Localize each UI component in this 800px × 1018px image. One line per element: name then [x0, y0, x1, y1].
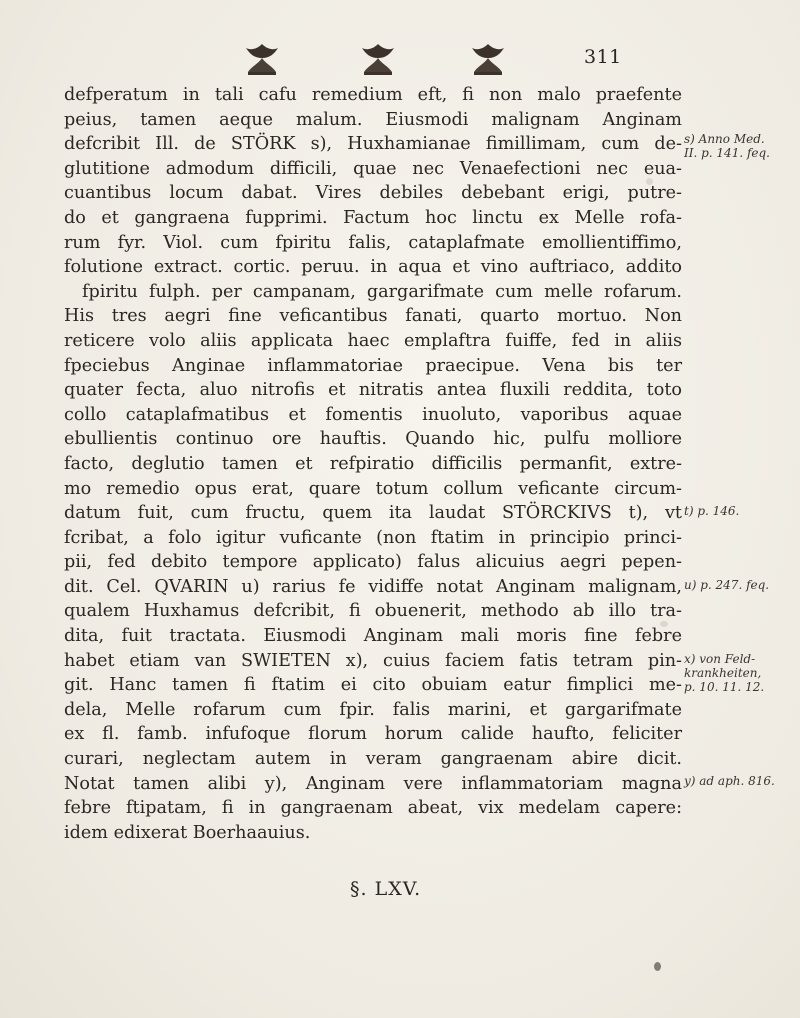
margin-note: x) von Feld- — [684, 652, 756, 666]
text-line: do et gangraena fupprimi. Factum hoc linctu ex Melle rofa- — [64, 207, 682, 228]
text-line: facto, deglutio tamen et refpiratio difficilis permanfit, extre- — [64, 453, 682, 474]
margin-note: s) Anno Med. — [684, 132, 765, 146]
margin-note: II. p. 141. feq. — [684, 146, 770, 160]
text-line: fcribat, a folo igitur vuficante (non ftatim in principio princi- — [64, 527, 682, 548]
fleuron-ornament-icon — [468, 40, 508, 78]
section-label: §. LXV. — [350, 878, 422, 900]
text-line: collo cataplafmatibus et fomentis inuoluto, vaporibus aquae — [64, 404, 682, 425]
text-line: reticere volo aliis applicata haec emplaftra fuiffe, fed in aliis — [64, 330, 682, 351]
text-line: defcribit Ill. de STÖRK s), Huxhamianae fimillimam, cum de- — [64, 134, 682, 155]
text-line: pii, fed debito tempore applicato) falus alicuius aegri pepen- — [64, 552, 682, 573]
text-line: datum fuit, cum fructu, quem ita laudat STÖRCKIVS t), vt — [64, 503, 682, 524]
text-line: git. Hanc tamen fi ftatim ei cito obuiam eatur fimplici me- — [64, 675, 682, 696]
text-line: rum fyr. Viol. cum fpiritu falis, cataplafmate emollientiffimo, — [64, 232, 682, 253]
text-line: His tres aegri fine veficantibus fanati, quarto mortuo. Non — [64, 306, 682, 327]
text-line: defperatum in tali cafu remedium eft, fi non malo praefente — [64, 85, 682, 105]
paper-stain — [654, 962, 661, 971]
text-line: habet etiam van SWIETEN x), cuius faciem fatis tetram pin- — [64, 650, 682, 671]
margin-note: y) ad aph. 816. — [684, 774, 775, 788]
text-line: folutione extract. cortic. peruu. in aqua et vino auftriaco, addito — [64, 257, 682, 278]
margin-note: t) p. 146. — [684, 504, 740, 518]
text-line: idem edixerat Boerhaauius. — [64, 822, 311, 843]
text-line: peius, tamen aeque malum. Eiusmodi malignam Anginam — [64, 109, 682, 130]
margin-note: u) p. 247. feq. — [684, 578, 770, 592]
text-line: dela, Melle rofarum cum fpir. falis marini, et gargarifmate — [64, 699, 682, 720]
text-line: fpiritu fulph. per campanam, gargarifmate cum melle rofarum. — [82, 281, 682, 302]
text-line: quater fecta, aluo nitrofis et nitratis antea fluxili reddita, toto — [64, 380, 682, 401]
text-line: ebullientis continuo ore hauftis. Quando hic, pulfu molliore — [64, 429, 682, 450]
text-line: dit. Cel. QVARIN u) rarius fe vidiffe notat Anginam malignam, — [64, 576, 682, 597]
text-line: cuantibus locum dabat. Vires debiles debebant erigi, putre- — [64, 183, 682, 204]
text-line: mo remedio opus erat, quare totum collum veficante circum- — [64, 478, 682, 499]
margin-note: p. 10. 11. 12. — [684, 680, 765, 694]
text-line: curari, neglectam autem in veram gangraenam abire dicit. — [64, 749, 682, 770]
text-line: qualem Huxhamus defcribit, fi obuenerit, methodo ab illo tra- — [64, 601, 682, 622]
text-line: Notat tamen alibi y), Anginam vere inflammatoriam magna — [64, 773, 682, 794]
fleuron-ornament-icon — [358, 40, 398, 78]
page-number: 311 — [584, 46, 622, 68]
body-text — [64, 83, 682, 845]
text-line: glutitione admodum difficili, quae nec Venaefectioni nec eua- — [64, 158, 682, 179]
header-ornaments — [230, 40, 550, 86]
text-line: fpeciebus Anginae inflammatoriae praecipue. Vena bis ter — [64, 355, 682, 376]
text-line: dita, fuit tractata. Eiusmodi Anginam mali moris fine febre — [64, 626, 682, 647]
margin-note: krankheiten, — [684, 666, 762, 680]
text-line: ex fl. famb. infufoque florum horum calide haufto, feliciter — [64, 724, 682, 745]
text-line: febre ftipatam, fi in gangraenam abeat, vix medelam capere: — [64, 798, 682, 819]
fleuron-ornament-icon — [242, 40, 282, 78]
